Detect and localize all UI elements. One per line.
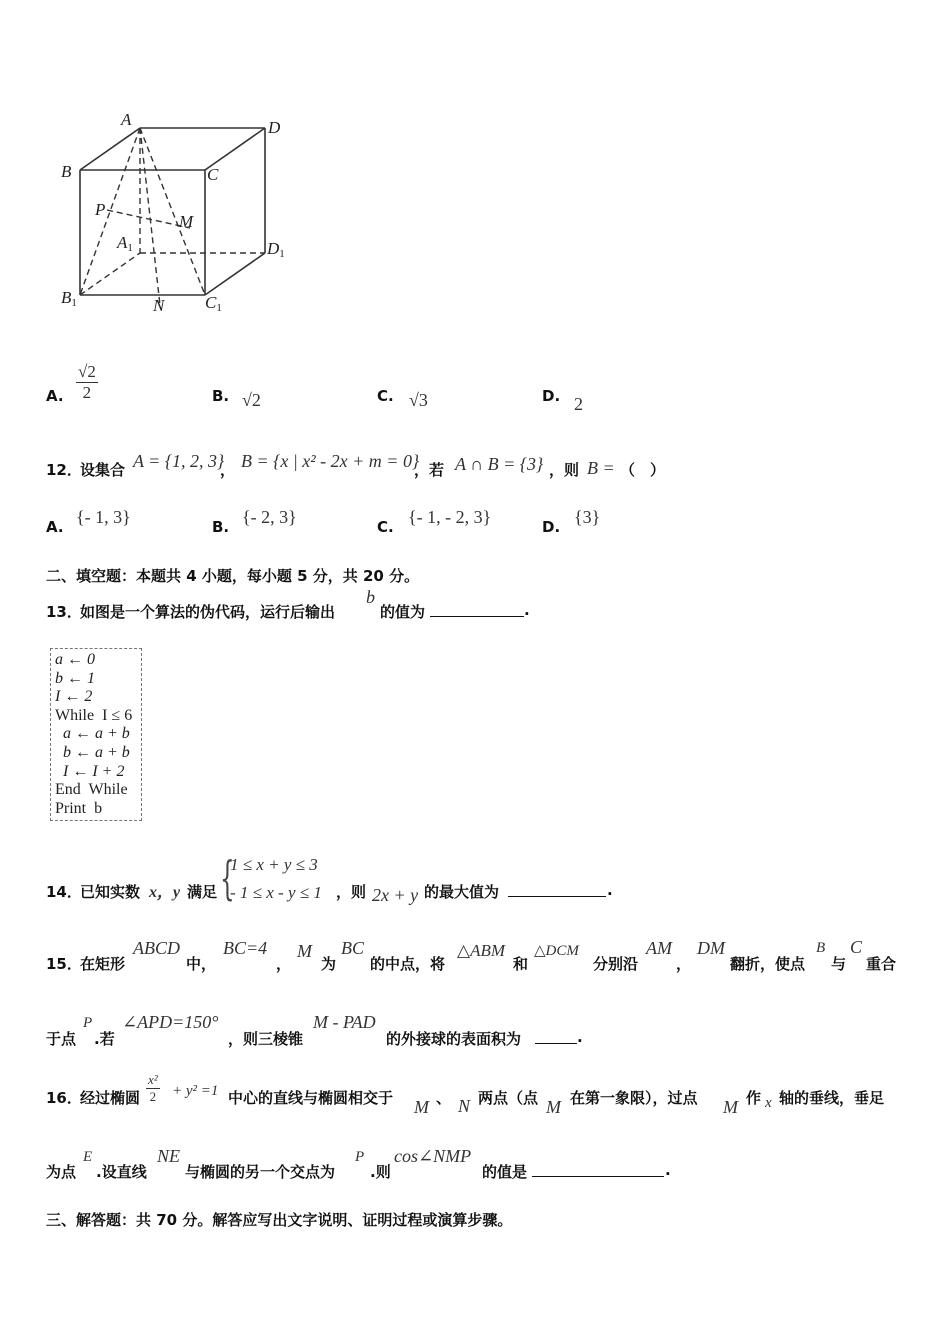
code-line: I ← 2 bbox=[55, 688, 93, 706]
q14-brace: { bbox=[220, 851, 235, 905]
q16-ellipse-den: 2 bbox=[149, 1089, 157, 1104]
q15-dcm: △DCM bbox=[534, 943, 579, 959]
q15-t7: 分别沿 bbox=[593, 955, 639, 973]
q15-t13: .若 bbox=[94, 1030, 115, 1048]
q16-ellipse-rest: + y² =1 bbox=[172, 1083, 219, 1099]
q12-condition: A ∩ B = {3} bbox=[455, 454, 544, 474]
q15-t9: 翻折，使点 bbox=[730, 955, 806, 973]
q16-t12: 的值是 bbox=[482, 1163, 528, 1181]
q14-text1: 已知实数 bbox=[80, 883, 141, 901]
q15-bc2: BC bbox=[341, 938, 365, 958]
q12-text3: ，则 bbox=[549, 461, 580, 479]
option-b-value: √2 bbox=[242, 390, 261, 410]
cube-label-d1: D1 bbox=[267, 239, 285, 260]
q15-t6: 和 bbox=[513, 955, 529, 973]
q12-option-letter-b: B. bbox=[212, 518, 230, 536]
q16-m2: M bbox=[546, 1097, 561, 1117]
q16-t7: 轴的垂线，垂足 bbox=[779, 1089, 885, 1107]
q16-t8: 为点 bbox=[46, 1163, 77, 1181]
q14-answer-blank bbox=[508, 882, 606, 897]
cube-label-n: N bbox=[153, 296, 165, 315]
q16-ellipse-fraction bbox=[146, 1072, 160, 1105]
q15-pyramid: M - PAD bbox=[313, 1012, 376, 1032]
q14-system bbox=[230, 851, 322, 907]
q15-t10: 与 bbox=[831, 955, 847, 973]
q16-end: . bbox=[665, 1161, 671, 1179]
q14-text4: 的最大值为 bbox=[424, 883, 500, 901]
cube-label-d: D bbox=[268, 118, 281, 137]
q15-end: . bbox=[577, 1028, 583, 1046]
q16-t5: 在第一象限），过点 bbox=[570, 1089, 698, 1107]
q15-t8: ， bbox=[676, 955, 692, 973]
q12-set-a: A = {1, 2, 3} bbox=[133, 451, 225, 471]
q12-option-letter-a: A. bbox=[46, 518, 64, 536]
q16-n: N bbox=[458, 1096, 471, 1116]
section-3-heading: 三、解答题：共 70 分。解答应写出文字说明、证明过程或演算步骤。 bbox=[46, 1211, 513, 1229]
q14-number: 14． bbox=[46, 883, 82, 901]
q16-x: x bbox=[765, 1095, 772, 1111]
q13-answer-blank bbox=[430, 602, 524, 617]
q12-text1: 设集合 bbox=[80, 461, 126, 479]
cube-label-c: C bbox=[207, 165, 219, 184]
q15-angle: ∠APD=150° bbox=[122, 1012, 219, 1032]
cube-label-c1: C1 bbox=[205, 293, 222, 314]
option-c-value: √3 bbox=[409, 390, 428, 410]
code-line: b ← a + b bbox=[55, 743, 130, 761]
q14-vars: x，y bbox=[149, 884, 181, 901]
q15-t5: 的中点，将 bbox=[370, 955, 446, 973]
q16-t4: 两点（点 bbox=[478, 1089, 539, 1107]
q14-text2: 满足 bbox=[187, 883, 218, 901]
code-line: a ← a + b bbox=[55, 725, 130, 743]
option-letter-c: C. bbox=[377, 387, 394, 405]
q12-ask: B = bbox=[587, 458, 615, 478]
q16-number: 16． bbox=[46, 1089, 82, 1107]
q12-set-b: B = {x | x² - 2x + m = 0} bbox=[241, 451, 420, 471]
option-a-num: √2 bbox=[78, 362, 96, 381]
option-a-fraction bbox=[76, 362, 98, 403]
q16-m: M bbox=[414, 1097, 429, 1117]
q15-c: C bbox=[850, 937, 863, 957]
code-line: I ← I + 2 bbox=[55, 762, 125, 780]
q16-m3: M bbox=[723, 1097, 738, 1117]
option-letter-d: D. bbox=[542, 387, 561, 405]
q13-var: b bbox=[366, 587, 375, 607]
q13-text2: 的值为 bbox=[380, 603, 426, 621]
q16-cos: cos∠NMP bbox=[394, 1146, 472, 1166]
q12-option-letter-c: C. bbox=[377, 518, 394, 536]
q16-t1: 经过椭圆 bbox=[80, 1089, 141, 1107]
q16-t11: .则 bbox=[370, 1163, 391, 1181]
q16-answer-blank bbox=[532, 1162, 664, 1177]
cube-label-p: P bbox=[95, 200, 106, 219]
q13-number: 13． bbox=[46, 603, 82, 621]
q15-b: B bbox=[816, 940, 826, 956]
q15-m: M bbox=[297, 941, 312, 961]
q15-t11: 重合 bbox=[866, 955, 897, 973]
q12-paren: （ ） bbox=[620, 461, 666, 479]
q15-t3: ， bbox=[276, 955, 292, 973]
q14-end: . bbox=[607, 881, 613, 899]
cube-label-m: M bbox=[179, 212, 194, 231]
q15-am: AM bbox=[646, 938, 672, 958]
q16-t6: 作 bbox=[746, 1089, 762, 1107]
q14-line2: - 1 ≤ x - y ≤ 1 bbox=[230, 883, 322, 902]
code-line: a ← 0 bbox=[55, 651, 95, 668]
option-d-value: 2 bbox=[574, 394, 583, 414]
q15-dm: DM bbox=[697, 938, 725, 958]
q12-comma: ， bbox=[220, 461, 236, 479]
q16-ne: NE bbox=[157, 1146, 181, 1166]
q12-text2: ，若 bbox=[414, 461, 445, 479]
code-line: Print b bbox=[55, 799, 103, 817]
q15-t15: 的外接球的表面积为 bbox=[386, 1030, 522, 1048]
q16-p: P bbox=[355, 1149, 365, 1165]
option-letter-b: B. bbox=[212, 387, 230, 405]
q15-t2: 中， bbox=[186, 955, 217, 973]
q16-e: E bbox=[83, 1149, 93, 1165]
q15-answer-blank bbox=[535, 1029, 577, 1044]
cube-label-b1: B1 bbox=[61, 288, 77, 309]
q15-bc: BC=4 bbox=[223, 938, 268, 958]
cube-label-b: B bbox=[61, 162, 72, 181]
q15-t14: ，则三棱锥 bbox=[228, 1030, 304, 1048]
option-a-den: 2 bbox=[82, 383, 92, 402]
q15-abm: △ABM bbox=[457, 941, 506, 960]
q14-expr: 2x + y bbox=[372, 885, 419, 905]
q15-p: P bbox=[83, 1015, 93, 1031]
q12-option-a-value: {- 1, 3} bbox=[76, 507, 131, 527]
q16-ellipse-num: x² bbox=[148, 1072, 158, 1087]
q14-line1: 1 ≤ x + y ≤ 3 bbox=[230, 855, 318, 874]
q15-number: 15． bbox=[46, 955, 82, 973]
q15-abcd: ABCD bbox=[133, 938, 180, 958]
q12-option-c-value: {- 1, - 2, 3} bbox=[408, 507, 492, 527]
option-letter-a: A. bbox=[46, 387, 64, 405]
code-line: While I ≤ 6 bbox=[55, 706, 133, 724]
q15-t1: 在矩形 bbox=[80, 955, 126, 973]
q16-t2: 中心的直线与椭圆相交于 bbox=[228, 1089, 394, 1107]
cube-label-a1: A1 bbox=[117, 233, 133, 254]
q16-t3: 、 bbox=[436, 1089, 452, 1107]
q16-t10: 与椭圆的另一个交点为 bbox=[185, 1163, 336, 1181]
q12-number: 12． bbox=[46, 461, 82, 479]
q12-option-b-value: {- 2, 3} bbox=[242, 507, 297, 527]
q13-text1: 如图是一个算法的伪代码，运行后输出 bbox=[80, 603, 336, 621]
q14-text3: ，则 bbox=[336, 883, 367, 901]
cube-label-a: A bbox=[121, 110, 132, 129]
q15-t4: 为 bbox=[321, 955, 337, 973]
q15-t12: 于点 bbox=[46, 1030, 77, 1048]
section-2-heading: 二、填空题：本题共 4 小题，每小题 5 分，共 20 分。 bbox=[46, 567, 420, 585]
pseudocode-box bbox=[50, 648, 142, 821]
cube-figure bbox=[55, 110, 295, 320]
q12-option-letter-d: D. bbox=[542, 518, 561, 536]
q16-t9: .设直线 bbox=[96, 1163, 147, 1181]
code-line: End While bbox=[55, 781, 128, 799]
q12-option-d-value: {3} bbox=[574, 507, 601, 527]
q13-end: . bbox=[524, 601, 530, 619]
code-line: b ← 1 bbox=[55, 669, 95, 687]
